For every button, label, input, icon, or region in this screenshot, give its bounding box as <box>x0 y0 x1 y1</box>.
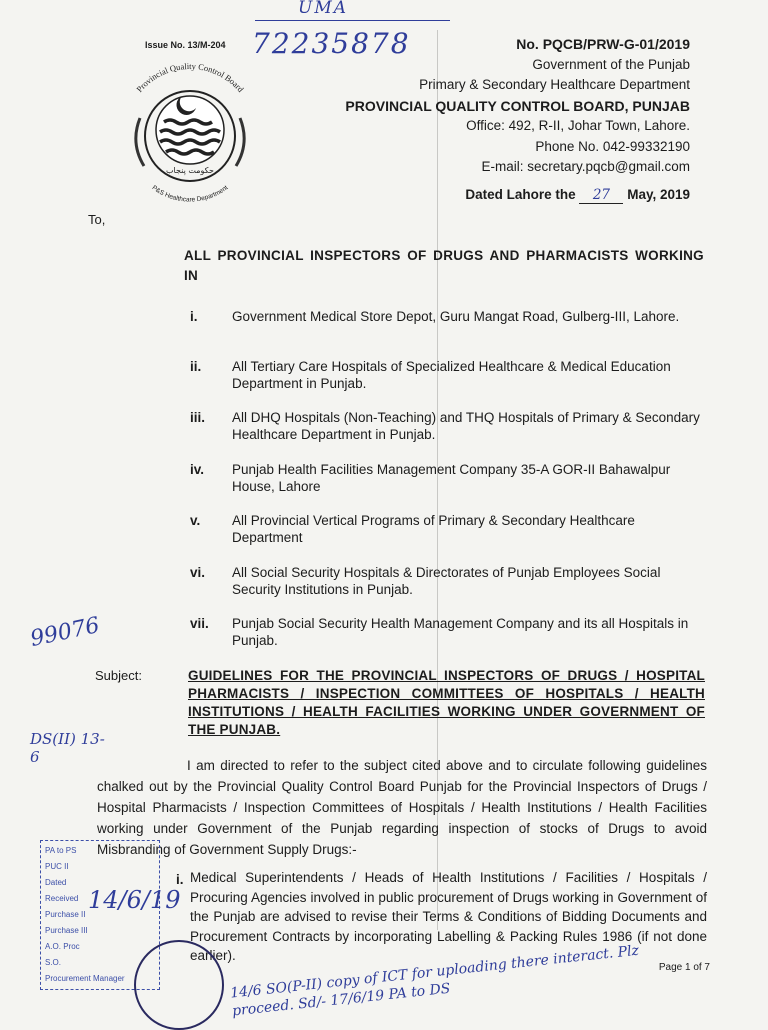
subject-text: GUIDELINES FOR THE PROVINCIAL INSPECTORS OF DRUGS / HOSPITAL PHARMACISTS / INSPECTION COMMITTEES OF HOSPITALS / HEALTH INSTITUTIONS / HEALTH FACILITIES WORKING UNDER GOVERNMENT OF THE PUNJAB. <box>188 668 705 737</box>
handwritten-stamp-date: 14/6/19 <box>88 886 181 914</box>
logo-ring-bottom-text: P&S Healthcare Department <box>150 184 230 204</box>
svg-text:Provincial Quality Control Boa <box>134 61 246 95</box>
body-paragraph: I am directed to refer to the subject cited above and to circulate following guidelines chalked out by the Provincial Quality Control Board Punjab for the Provincial Inspectors of Drugs / Hospital Pharmacists / Inspection Committees of Hospitals / Health Institutions / Health Facilities working under Government of the Punjab regarding inspection of stocks of Drugs to avoid Misbranding of Government Supply Drugs:- <box>97 758 707 857</box>
circular-stamp <box>134 940 224 1030</box>
issue-number: Issue No. 13/M-204 <box>145 40 226 50</box>
wheat-right-icon <box>236 118 244 166</box>
email-address: E-mail: secretary.pqcb@gmail.com <box>481 159 690 174</box>
handwritten-margin-number: 99076 <box>28 612 102 653</box>
office-address: Office: 492, R-II, Johar Town, Lahore. <box>466 118 690 133</box>
point-number: i. <box>176 872 184 887</box>
handwritten-diary-number: 72235878 <box>252 27 411 60</box>
point-text: Medical Superintendents / Heads of Health Institutions / Facilities / Hospitals / Procuring Agencies involved in public procurement of Drugs working in Government of the Punjab are advised to revise their Terms & Conditions of Bidding Documents and Procurement Contracts by incorporating Labelling & Packing Rules 1986 (if not done earlier). <box>190 870 707 963</box>
handwritten-bottom-note: 14/6 SO(P-II) copy of ICT for uploading there interact. Plz proceed. Sd/- 17/6/19 PA to DS <box>229 942 640 1020</box>
subject-label: Subject: <box>95 668 142 683</box>
department-line: Primary & Secondary Healthcare Department <box>419 77 690 92</box>
handwritten-day: 27 <box>579 187 623 204</box>
logo-ring-top-text: Provincial Quality Control Board <box>134 60 246 95</box>
svg-text:P&S Healthcare Department <box>151 184 230 203</box>
handwritten-underline <box>255 20 450 21</box>
handwritten-initials: UMA <box>298 0 349 18</box>
addressee-heading: ALL PROVINCIAL INSPECTORS OF DRUGS AND PHARMACISTS WORKING IN <box>184 248 704 283</box>
received-stamp: PA to PS PUC II Dated Received Purchase II Purchase III A.O. Proc S.O. Procurement Manager <box>40 840 160 990</box>
handwritten-margin-note: DS(II) 13-6 <box>30 730 105 766</box>
board-logo <box>104 58 276 208</box>
logo-emblem-text: حکومت پنجاب <box>166 166 214 175</box>
board-name: PROVINCIAL QUALITY CONTROL BOARD, PUNJAB <box>345 97 690 114</box>
wheat-left-icon <box>136 118 144 166</box>
phone-number: Phone No. 042-99332190 <box>535 138 690 154</box>
to-label: To, <box>88 212 106 227</box>
page-number: Page 1 of 7 <box>658 962 710 973</box>
government-line: Government of the Punjab <box>532 56 690 72</box>
reference-number: No. PQCB/PRW-G-01/2019 <box>516 36 690 52</box>
date-line: Dated Lahore the 27 May, 2019 <box>465 187 690 203</box>
